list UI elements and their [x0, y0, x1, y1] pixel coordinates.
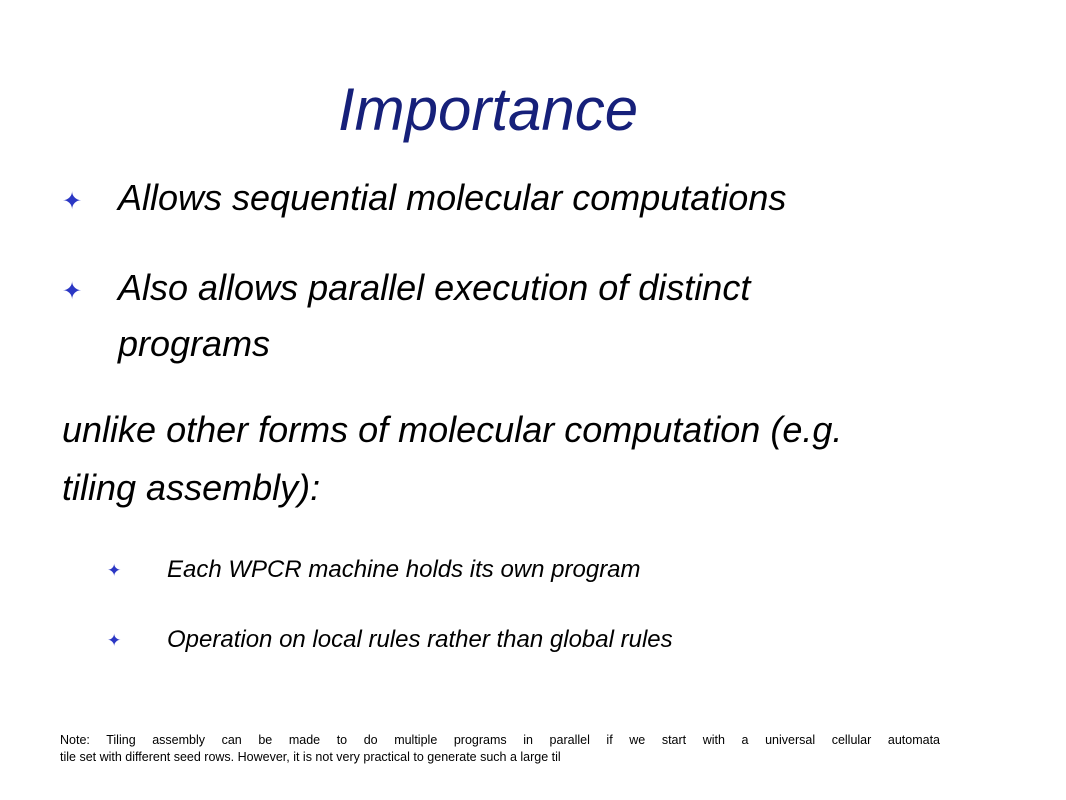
four-point-star-icon: ✦ [107, 561, 122, 580]
sub-bullet-2-text: Operation on local rules rather than global rules [167, 626, 673, 653]
four-point-star-icon: ✦ [107, 631, 122, 650]
footnote [60, 732, 940, 766]
sub-bullet-1-text: Each WPCR machine holds its own program [167, 556, 641, 583]
four-point-star-icon: ✦ [62, 278, 83, 305]
footnote-line-2: tile set with different seed rows. However, it is not very practical to generate such a large til [60, 750, 561, 764]
slide-title: Importance [338, 76, 639, 143]
footnote-line-1: Note: Tiling assembly can be made to do multiple programs in parallel if we start with a universal cellular automata [60, 733, 940, 747]
body-line-2: tiling assembly): [62, 467, 321, 508]
bullet-2-line-2: programs [118, 323, 271, 364]
bullet-2-line-1: Also allows parallel execution of distinct [118, 267, 751, 308]
four-point-star-icon: ✦ [62, 188, 83, 215]
bullet-1-line-1: Allows sequential molecular computations [118, 177, 787, 218]
body-line-1: unlike other forms of molecular computation (e.g. [62, 409, 843, 450]
